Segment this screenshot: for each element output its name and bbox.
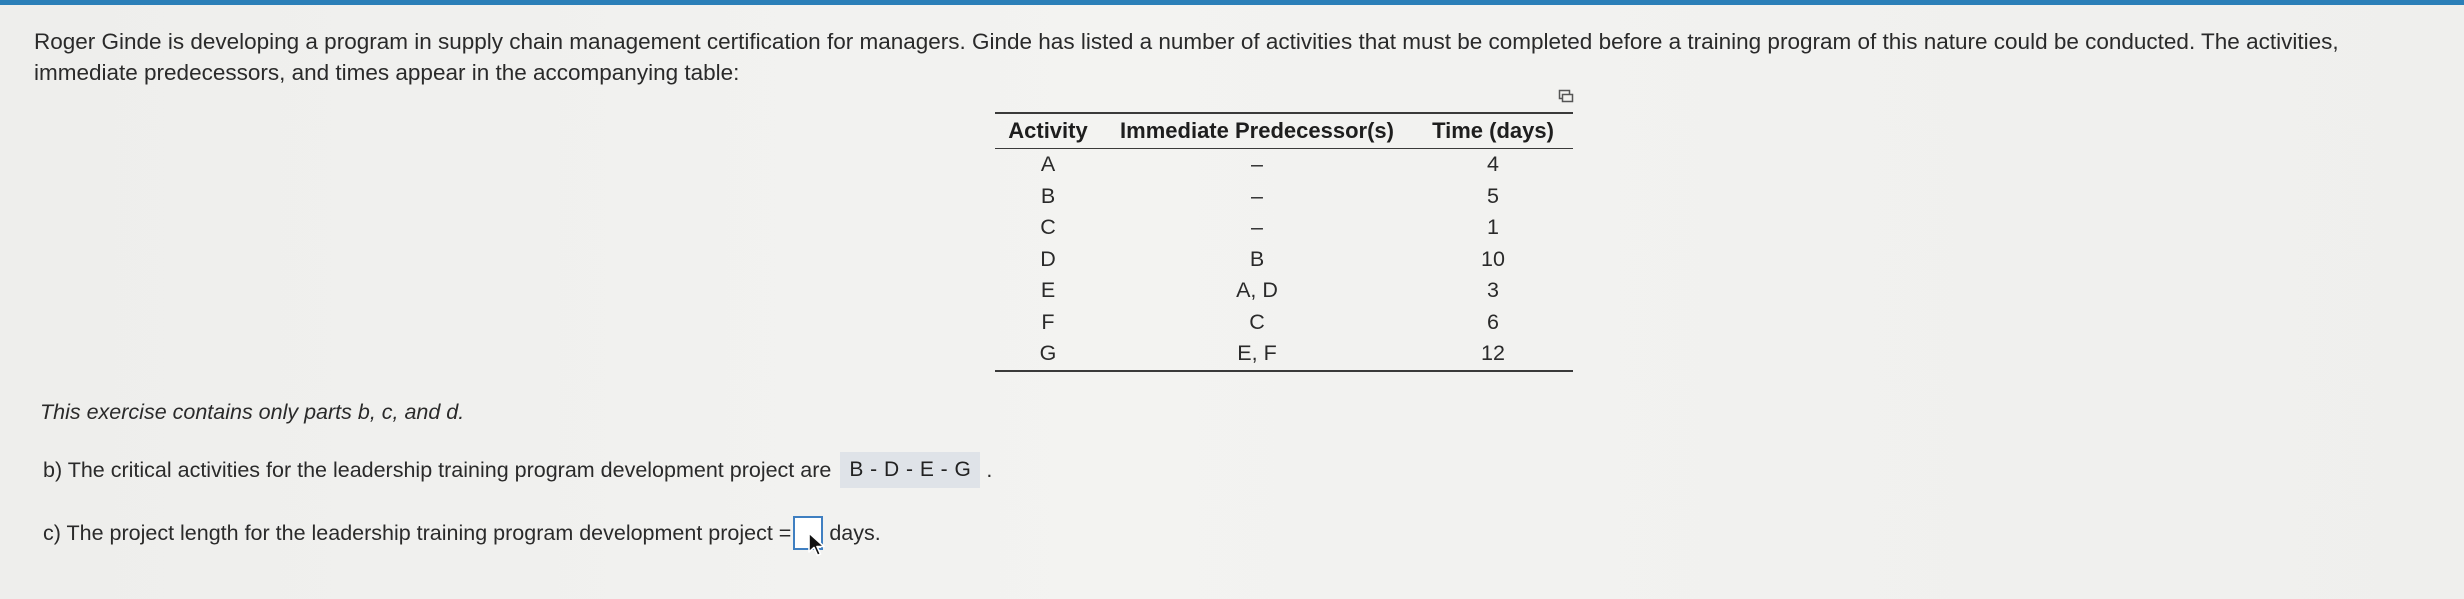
cell-time: 4 — [1487, 152, 1499, 177]
copy-icon[interactable] — [1558, 88, 1574, 104]
table-row — [995, 275, 1573, 307]
question-b-period: . — [986, 457, 993, 482]
cell-activity: G — [1039, 341, 1057, 366]
question-c — [43, 516, 881, 550]
question-b-text: b) The critical activities for the leadership training program development project are — [43, 457, 832, 482]
cell-time: 12 — [1481, 341, 1505, 366]
table-row — [995, 212, 1573, 244]
cell-activity: E — [1040, 278, 1056, 303]
table-row — [995, 307, 1573, 339]
question-c-units: days. — [829, 520, 881, 545]
project-length-input[interactable] — [793, 516, 823, 550]
top-accent-bar — [0, 0, 2464, 5]
cell-predecessors: C — [1249, 309, 1265, 334]
cell-activity: C — [1040, 215, 1056, 240]
cell-activity: B — [1040, 183, 1056, 208]
cell-activity: A — [1040, 152, 1056, 177]
problem-intro-text: Roger Ginde is developing a program in supply chain management certification for managers. Ginde has listed a number of activities that must be completed before a training program of this nature could be conducted. The activities, immediate predecessors, and times appear in the accompanying table: — [34, 29, 2339, 85]
cell-predecessors: – — [1251, 152, 1263, 177]
cell-time: 1 — [1487, 215, 1499, 240]
table-row — [995, 181, 1573, 213]
cell-predecessors: A, D — [1236, 278, 1278, 303]
cell-predecessors: E, F — [1237, 341, 1277, 366]
header-time: Time (days) — [1432, 118, 1554, 143]
table-row — [995, 244, 1573, 276]
table-row — [995, 338, 1573, 370]
question-c-text: c) The project length for the leadership training program development project = — [43, 520, 792, 545]
cell-predecessors: B — [1249, 246, 1265, 271]
cell-time: 5 — [1487, 183, 1499, 208]
mouse-cursor-icon — [807, 532, 829, 558]
cell-time: 3 — [1487, 278, 1499, 303]
cell-time: 6 — [1487, 309, 1499, 334]
activity-table — [995, 112, 1573, 372]
cell-predecessors: – — [1251, 215, 1263, 240]
header-predecessors: Immediate Predecessor(s) — [1120, 118, 1394, 143]
header-activity: Activity — [1008, 118, 1088, 143]
question-b — [43, 452, 992, 488]
cell-time: 10 — [1481, 246, 1505, 271]
exercise-note: This exercise contains only parts b, c, and d. — [40, 400, 465, 424]
cell-activity: D — [1040, 246, 1056, 271]
table-header — [995, 114, 1573, 149]
cell-activity: F — [1041, 309, 1055, 334]
table-row — [995, 149, 1573, 181]
cell-predecessors: – — [1251, 183, 1263, 208]
critical-path-answer[interactable]: B - D - E - G — [840, 452, 980, 488]
